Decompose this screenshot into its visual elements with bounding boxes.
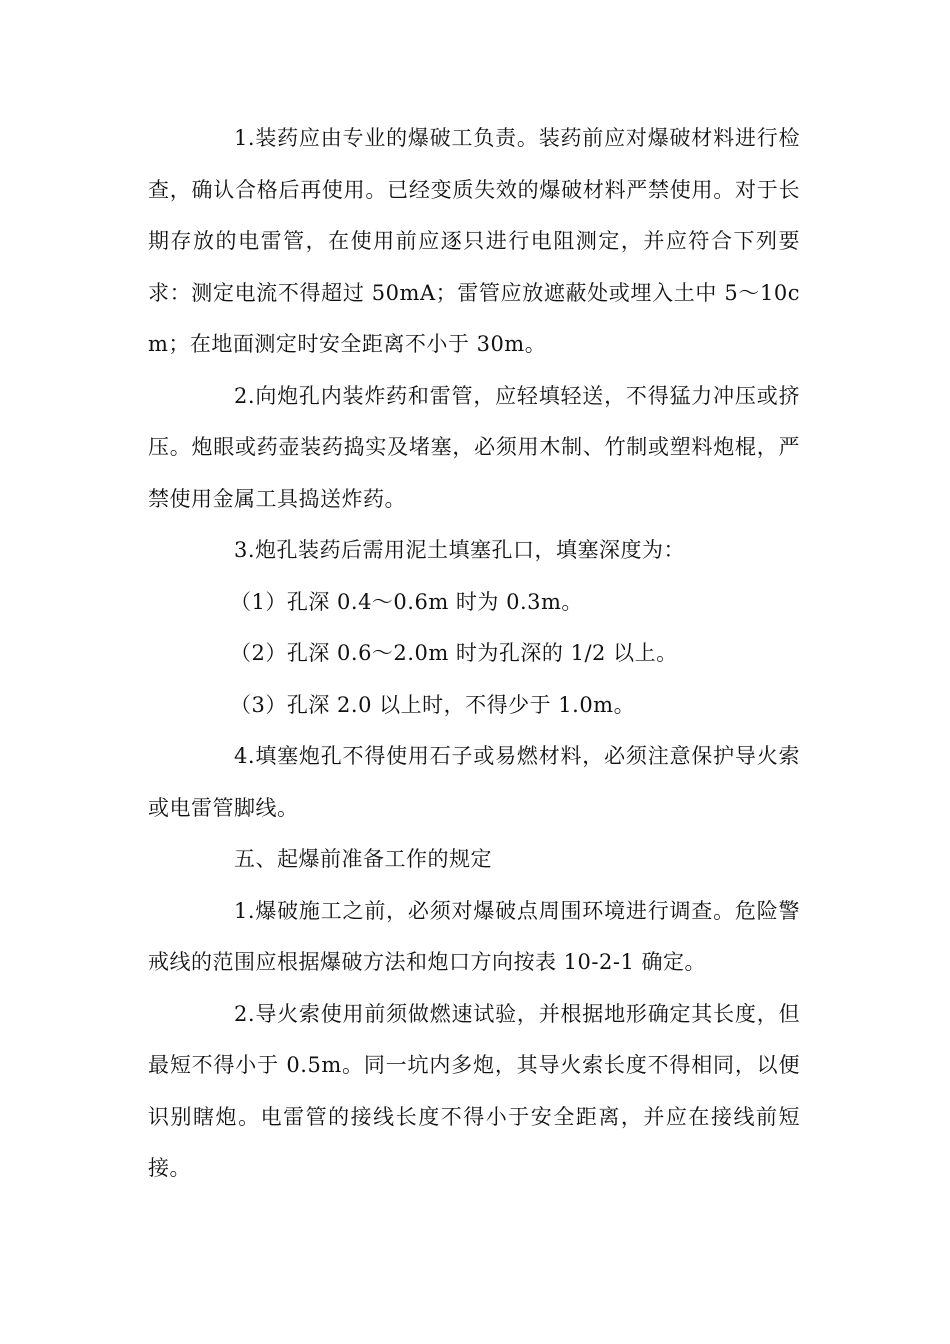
paragraph-stemming-materials: 4.填塞炮孔不得使用石子或易燃材料，必须注意保护导火索或电雷管脚线。 [148, 744, 800, 820]
list-item-depth-1: （1）孔深 0.4～0.6m 时为 0.3m。 [230, 589, 583, 614]
document-page [148, 113, 800, 1195]
paragraph-loading-detonator: 2.向炮孔内装炸药和雷管，应轻填轻送，不得猛力冲压或挤压。炮眼或药壶装药捣实及堵塞，必须用木制、竹制或塑料炮棍，严禁使用金属工具捣送炸药。 [148, 383, 800, 511]
paragraph-charging-rules: 1.装药应由专业的爆破工负责。装药前应对爆破材料进行检查，确认合格后再使用。已经变质失效的爆破材料严禁使用。对于长期存放的电雷管，在使用前应逐只进行电阻测定，并应符合下列要求：测定电流不得超过 50mA；雷管应放遮蔽处或埋入土中 5～10cm；在地面测定时安全距离不小于 30m。 [148, 126, 800, 356]
section-heading-pre-blast: 五、起爆前准备工作的规定 [234, 847, 492, 871]
paragraph-site-survey: 1.爆破施工之前，必须对爆破点周围环境进行调查。危险警戒线的范围应根据爆破方法和炮口方向按表 10-2-1 确定。 [148, 898, 800, 974]
paragraph-stemming-depth: 3.炮孔装药后需用泥土填塞孔口，填塞深度为： [234, 538, 686, 562]
list-item-depth-3: （3）孔深 2.0 以上时，不得少于 1.0m。 [230, 692, 636, 717]
list-item-depth-2: （2）孔深 0.6～2.0m 时为孔深的 1/2 以上。 [230, 641, 678, 665]
paragraph-fuse-testing: 2.导火索使用前须做燃速试验，并根据地形确定其长度，但最短不得小于 0.5m。同一坑内多炮，其导火索长度不得相同，以便识别瞎炮。电雷管的接线长度不得小于安全距离，并应在接线前短接。 [148, 1001, 800, 1180]
